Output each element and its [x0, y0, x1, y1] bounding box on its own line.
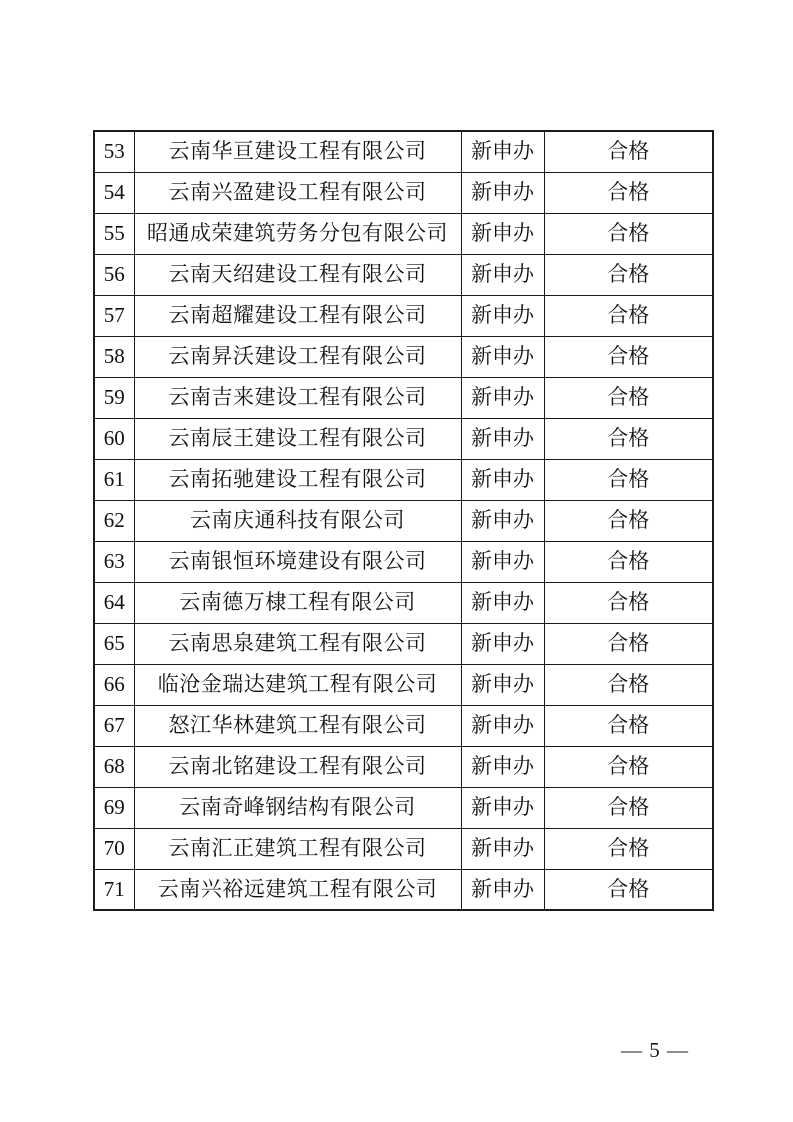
page-number-display: — 5 —: [621, 1038, 689, 1062]
cell-company-name: 云南拓驰建设工程有限公司: [134, 459, 461, 500]
cell-apply-type: 新申办: [461, 623, 544, 664]
cell-apply-type: 新申办: [461, 254, 544, 295]
cell-company-name: 云南天绍建设工程有限公司: [134, 254, 461, 295]
cell-row-number: 61: [94, 459, 134, 500]
cell-row-number: 70: [94, 828, 134, 869]
cell-company-name: 云南银恒环境建设有限公司: [134, 541, 461, 582]
cell-apply-type: 新申办: [461, 869, 544, 910]
cell-audit-result: 合格: [544, 459, 713, 500]
cell-company-name: 云南汇正建筑工程有限公司: [134, 828, 461, 869]
cell-audit-result: 合格: [544, 213, 713, 254]
cell-audit-result: 合格: [544, 787, 713, 828]
cell-apply-type: 新申办: [461, 705, 544, 746]
cell-apply-type: 新申办: [461, 664, 544, 705]
cell-company-name: 云南超耀建设工程有限公司: [134, 295, 461, 336]
table-row: [94, 705, 713, 746]
cell-apply-type: 新申办: [461, 828, 544, 869]
cell-company-name: 云南兴盈建设工程有限公司: [134, 172, 461, 213]
cell-audit-result: 合格: [544, 172, 713, 213]
table-row: [94, 582, 713, 623]
cell-row-number: 68: [94, 746, 134, 787]
cell-audit-result: 合格: [544, 705, 713, 746]
cell-company-name: 云南庆通科技有限公司: [134, 500, 461, 541]
cell-audit-result: 合格: [544, 377, 713, 418]
cell-company-name: 云南昇沃建设工程有限公司: [134, 336, 461, 377]
cell-company-name: 昭通成荣建筑劳务分包有限公司: [134, 213, 461, 254]
cell-row-number: 63: [94, 541, 134, 582]
cell-row-number: 66: [94, 664, 134, 705]
table-row: [94, 623, 713, 664]
cell-row-number: 69: [94, 787, 134, 828]
cell-row-number: 64: [94, 582, 134, 623]
table-row: [94, 459, 713, 500]
table-row: [94, 131, 713, 172]
cell-apply-type: 新申办: [461, 746, 544, 787]
cell-audit-result: 合格: [544, 418, 713, 459]
cell-apply-type: 新申办: [461, 787, 544, 828]
cell-audit-result: 合格: [544, 828, 713, 869]
cell-apply-type: 新申办: [461, 582, 544, 623]
cell-apply-type: 新申办: [461, 541, 544, 582]
cell-company-name: 云南华亘建设工程有限公司: [134, 131, 461, 172]
cell-company-name: 云南兴裕远建筑工程有限公司: [134, 869, 461, 910]
table-row: [94, 787, 713, 828]
cell-company-name: 云南奇峰钢结构有限公司: [134, 787, 461, 828]
table-row: [94, 336, 713, 377]
cell-company-name: 临沧金瑞达建筑工程有限公司: [134, 664, 461, 705]
cell-row-number: 54: [94, 172, 134, 213]
cell-audit-result: 合格: [544, 295, 713, 336]
cell-audit-result: 合格: [544, 500, 713, 541]
cell-audit-result: 合格: [544, 869, 713, 910]
table-row: [94, 500, 713, 541]
table-body: [94, 131, 713, 910]
table-row: [94, 541, 713, 582]
page-number: [600, 1038, 710, 1063]
cell-company-name: 云南吉来建设工程有限公司: [134, 377, 461, 418]
table-row: [94, 254, 713, 295]
cell-row-number: 65: [94, 623, 134, 664]
table-row: [94, 213, 713, 254]
cell-row-number: 60: [94, 418, 134, 459]
table-row: [94, 828, 713, 869]
cell-company-name: 云南北铭建设工程有限公司: [134, 746, 461, 787]
cell-apply-type: 新申办: [461, 418, 544, 459]
cell-audit-result: 合格: [544, 541, 713, 582]
cell-audit-result: 合格: [544, 664, 713, 705]
cell-company-name: 云南德万棣工程有限公司: [134, 582, 461, 623]
table-row: [94, 377, 713, 418]
cell-row-number: 62: [94, 500, 134, 541]
cell-apply-type: 新申办: [461, 213, 544, 254]
cell-apply-type: 新申办: [461, 295, 544, 336]
table-row: [94, 172, 713, 213]
cell-row-number: 58: [94, 336, 134, 377]
cell-row-number: 57: [94, 295, 134, 336]
cell-company-name: 怒江华林建筑工程有限公司: [134, 705, 461, 746]
cell-audit-result: 合格: [544, 336, 713, 377]
cell-apply-type: 新申办: [461, 377, 544, 418]
cell-row-number: 55: [94, 213, 134, 254]
company-approval-table: [93, 130, 714, 911]
cell-audit-result: 合格: [544, 623, 713, 664]
cell-audit-result: 合格: [544, 746, 713, 787]
table-row: [94, 664, 713, 705]
cell-apply-type: 新申办: [461, 336, 544, 377]
cell-audit-result: 合格: [544, 582, 713, 623]
table-row: [94, 746, 713, 787]
cell-row-number: 53: [94, 131, 134, 172]
cell-apply-type: 新申办: [461, 500, 544, 541]
cell-row-number: 59: [94, 377, 134, 418]
cell-row-number: 71: [94, 869, 134, 910]
table-row: [94, 869, 713, 910]
cell-apply-type: 新申办: [461, 131, 544, 172]
cell-apply-type: 新申办: [461, 459, 544, 500]
cell-audit-result: 合格: [544, 131, 713, 172]
cell-row-number: 67: [94, 705, 134, 746]
table-row: [94, 295, 713, 336]
table-row: [94, 418, 713, 459]
cell-company-name: 云南思泉建筑工程有限公司: [134, 623, 461, 664]
cell-row-number: 56: [94, 254, 134, 295]
cell-company-name: 云南辰王建设工程有限公司: [134, 418, 461, 459]
cell-audit-result: 合格: [544, 254, 713, 295]
cell-apply-type: 新申办: [461, 172, 544, 213]
